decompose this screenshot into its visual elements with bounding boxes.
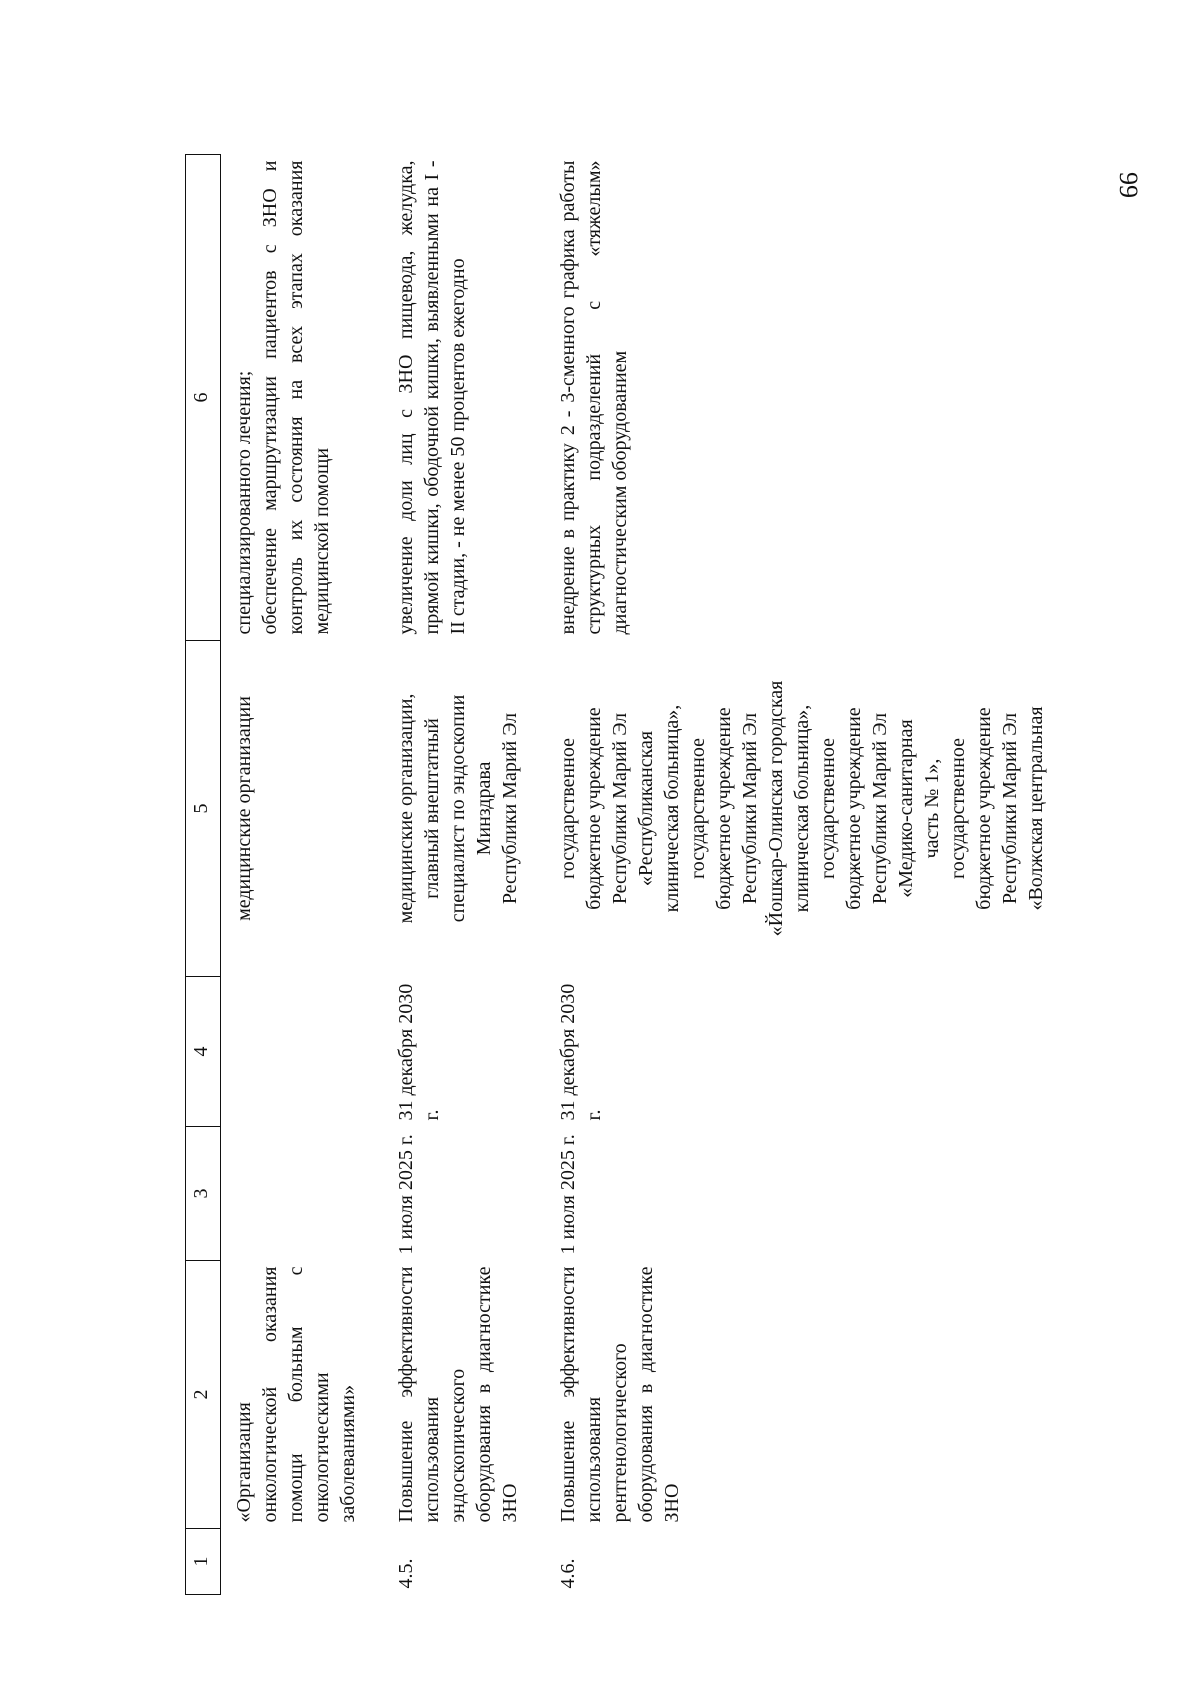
expected-result <box>383 155 545 641</box>
responsible-line: клиническая больница», <box>791 704 813 913</box>
end-date <box>221 977 384 1127</box>
header-col-5: 5 <box>186 641 221 977</box>
header-col-1: 1 <box>186 1529 221 1595</box>
end-date: 31 декабря 2030 г. <box>395 983 443 1121</box>
row-number: 4.5. <box>395 1558 417 1589</box>
header-col-6: 6 <box>186 155 221 641</box>
result-line: увеличение доли лиц с ЗНО пищевода, желудка, прямой кишки, ободочной кишки, выявленными на I - II стадии, - не менее 50 процентов ежегодно <box>395 160 469 635</box>
responsible-line: Республики Марий Эл <box>999 712 1021 905</box>
responsible-line: «Республиканская <box>635 730 657 887</box>
table-row <box>383 155 545 1595</box>
responsible <box>383 641 545 977</box>
responsible-line: государственное <box>817 738 839 879</box>
responsible-line: государственное <box>947 738 969 879</box>
responsible-line: бюджетное учреждение <box>713 707 735 910</box>
responsible-line: Минздрава <box>473 761 495 856</box>
result-line: внедрение в практику 2 - 3-сменного графика работы структурных подразделений с «тяжелым» диагностическим оборудованием <box>557 160 631 635</box>
page-number: 99 <box>1114 172 1143 198</box>
row-number <box>221 1529 384 1595</box>
expected-result <box>545 155 1071 641</box>
result-line: обеспечение маршрутизации пациентов с ЗНО и контроль их состояния на всех этапах оказания медицинской помощи <box>259 160 333 635</box>
end-date: 31 декабря 2030 г. <box>557 983 605 1121</box>
activity-name: Повышение эффективности использования эндоскопического оборудования в диагностике ЗНО <box>395 1266 521 1523</box>
start-date: 1 июля 2025 г. <box>395 1134 417 1255</box>
responsible-line: бюджетное учреждение <box>973 707 995 910</box>
responsible-line: «Йошкар-Олинская городская <box>765 680 787 937</box>
responsible-line: медицинские организации <box>233 696 255 921</box>
responsible <box>545 641 1071 977</box>
row-number: 4.6. <box>557 1558 579 1589</box>
responsible-line: государственное <box>687 738 709 879</box>
responsible-line: Республики Марий Эл <box>499 712 521 905</box>
activities-table <box>185 155 1105 1595</box>
responsible-line: часть № 1», <box>921 758 943 859</box>
responsible-line: бюджетное учреждение <box>843 707 865 910</box>
header-row <box>186 155 221 1595</box>
responsible <box>221 641 384 977</box>
responsible-line: Республики Марий Эл <box>739 712 761 905</box>
responsible-line: Республики Марий Эл <box>869 712 891 905</box>
responsible-line: клиническая больница», <box>661 704 683 913</box>
responsible-line: главный внештатный <box>421 718 443 899</box>
responsible-line: государственное <box>557 738 579 879</box>
responsible-line: Республики Марий Эл <box>609 712 631 905</box>
start-date <box>221 1127 384 1261</box>
header-col-3: 3 <box>186 1127 221 1261</box>
responsible-line: «Волжская центральная <box>1025 706 1047 911</box>
table-row <box>221 155 384 1595</box>
responsible-line: медицинские организации, <box>395 693 417 924</box>
responsible-line: бюджетное учреждение <box>583 707 605 910</box>
start-date: 1 июля 2025 г. <box>557 1134 579 1255</box>
table-row <box>545 155 1071 1595</box>
header-col-4: 4 <box>186 977 221 1127</box>
activity-name: «Организация онкологической оказания помощи больным с онкологическими заболеваниями» <box>233 1266 359 1523</box>
header-col-2: 2 <box>186 1261 221 1529</box>
expected-result <box>221 155 384 641</box>
responsible-line: «Медико-санитарная <box>895 719 917 898</box>
responsible-line: специалист по эндоскопии <box>447 694 469 923</box>
activity-name: Повышение эффективности использования рентгенологического оборудования в диагностике ЗНО <box>557 1266 683 1523</box>
result-line: специализированного лечения; <box>233 370 255 635</box>
